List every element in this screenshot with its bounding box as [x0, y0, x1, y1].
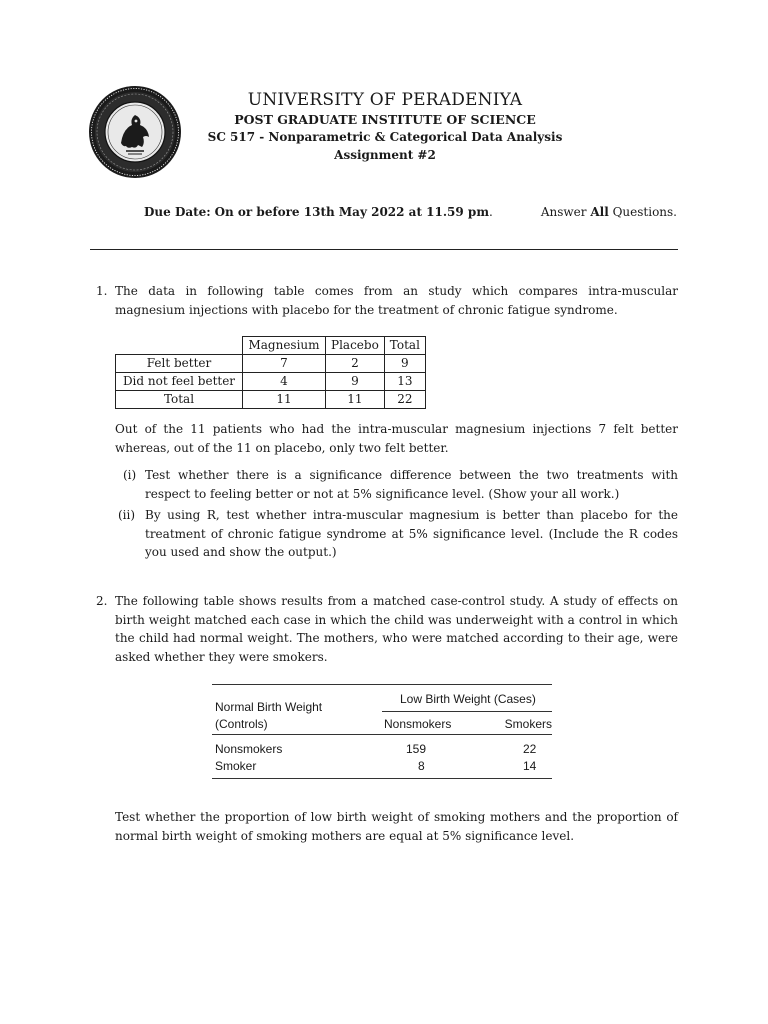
- table-row: [116, 373, 426, 391]
- assignment-title: Assignment #2: [334, 148, 436, 162]
- q1-part-i-text: Test whether there is a significance difference between the two treatments with respect to feeling better or not at 5% significance level. (Show your all work.): [145, 468, 678, 501]
- q1-cell: 9: [326, 373, 385, 391]
- q1-col-header: Total: [384, 337, 425, 355]
- q2-row-header-line2: (Controls): [215, 717, 268, 731]
- q2-cell: 159: [406, 742, 427, 756]
- course-title: SC 517 - Nonparametric & Categorical Data Analysis: [207, 130, 563, 144]
- answer-instruction: [541, 205, 677, 219]
- q1-col-header: Magnesium: [243, 337, 326, 355]
- q1-table-header-row: [116, 337, 426, 355]
- q1-cell: 2: [326, 355, 385, 373]
- q2-row-label: Smoker: [215, 759, 257, 773]
- table-row: [116, 391, 426, 409]
- q2-cell: 14: [523, 759, 537, 773]
- q1-cell: 7: [243, 355, 326, 373]
- q1-cell: 11: [326, 391, 385, 409]
- due-date-period: .: [489, 205, 493, 219]
- q2-group-rule: [382, 711, 552, 712]
- answer-suffix: Questions.: [608, 205, 677, 219]
- q1-number: 1.: [96, 284, 108, 298]
- q1-intro: The data in following table comes from an study which compares intra-muscular magnesium injections with placebo for the treatment of chronic fatigue syndrome.: [115, 284, 678, 317]
- q1-note: Out of the 11 patients who had the intra-muscular magnesium injections 7 felt better whereas, out of the 11 on placebo, only two felt better.: [115, 422, 678, 455]
- due-date-line: [144, 205, 493, 219]
- q1-cell: 11: [243, 391, 326, 409]
- q1-col-header: Placebo: [326, 337, 385, 355]
- q2-row-header-line1: Normal Birth Weight: [215, 700, 323, 714]
- q2-table-bottom-rule: [212, 778, 552, 779]
- q2-number: 2.: [96, 594, 108, 608]
- q2-row-label: Nonsmokers: [215, 742, 283, 756]
- q2-col-header: Smokers: [504, 717, 552, 731]
- q1-row-label: Did not feel better: [116, 373, 243, 391]
- q2-header-rule: [212, 734, 552, 735]
- q1-cell: 22: [384, 391, 425, 409]
- q2-cell: 22: [523, 742, 537, 756]
- q1-part-ii-label: (ii): [118, 508, 136, 522]
- answer-prefix: Answer: [540, 205, 591, 219]
- q1-table-corner: [116, 337, 243, 355]
- table-row: [116, 355, 426, 373]
- due-date-value: On or before 13th May 2022 at 11.59 pm: [214, 205, 490, 219]
- q2-cell: 8: [418, 759, 425, 773]
- q1-table: [115, 336, 426, 409]
- institute-name: POST GRADUATE INSTITUTE OF SCIENCE: [234, 112, 536, 127]
- q1-row-label: Total: [116, 391, 243, 409]
- q1-part-i-label: (i): [123, 468, 137, 482]
- header-divider: [90, 249, 678, 250]
- q2-col-header: Nonsmokers: [384, 717, 452, 731]
- university-name: UNIVERSITY OF PERADENIYA: [247, 90, 523, 110]
- university-seal-logo: [88, 85, 182, 179]
- q2-col-group-header: Low Birth Weight (Cases): [400, 692, 536, 706]
- q1-cell: 4: [243, 373, 326, 391]
- q2-table-top-rule: [212, 684, 552, 685]
- due-date-label: Due Date:: [144, 205, 211, 219]
- answer-all: All: [590, 205, 609, 219]
- q2-intro: The following table shows results from a matched case-control study. A study of effects on birth weight matched each case in which the child was underweight with a control in which the child had normal weight. The mothers, who were matched according to their age, were asked whether they were smokers.: [115, 594, 678, 664]
- q2-question: Test whether the proportion of low birth weight of smoking mothers and the proportion of normal birth weight of smoking mothers are equal at 5% significance level.: [115, 810, 678, 843]
- q1-cell: 13: [384, 373, 425, 391]
- q1-cell: 9: [384, 355, 425, 373]
- q1-row-label: Felt better: [116, 355, 243, 373]
- q1-part-ii-text: By using R, test whether intra-muscular magnesium is better than placebo for the treatment of chronic fatigue syndrome at 5% significance level. (Include the R codes you used and show the output.): [145, 508, 678, 559]
